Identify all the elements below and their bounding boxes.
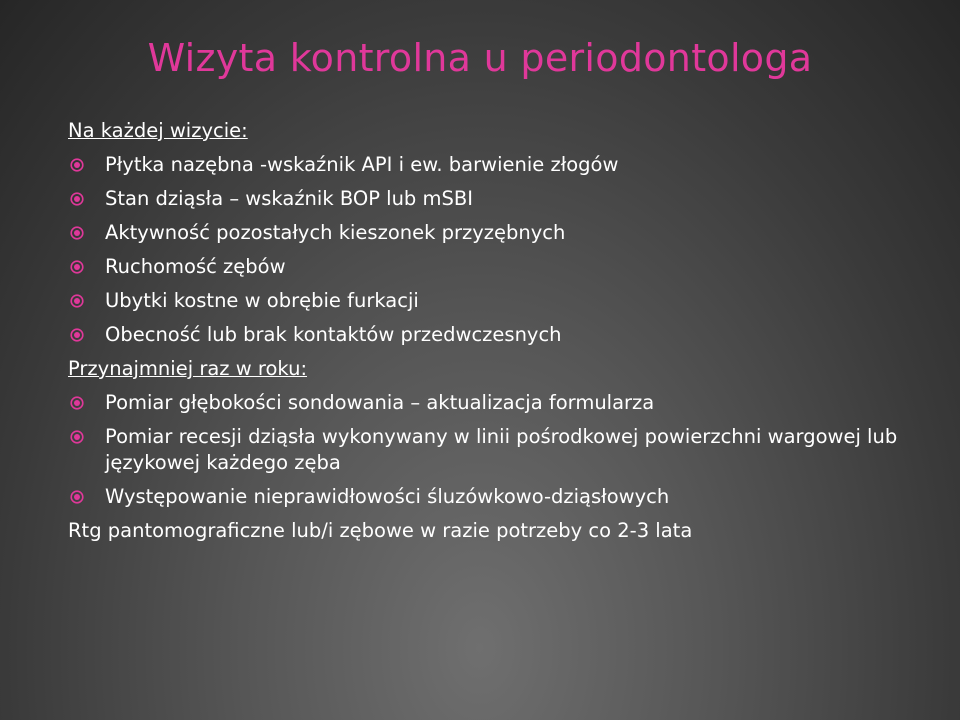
circle-bullet-icon — [70, 260, 84, 274]
circle-bullet-icon — [70, 430, 84, 444]
circle-bullet-icon — [70, 226, 84, 240]
circle-bullet-icon — [70, 328, 84, 342]
list-item-text: Ubytki kostne w obrębie furkacji — [105, 289, 419, 312]
list-item — [68, 390, 928, 416]
list-item — [68, 220, 928, 246]
list-item — [68, 186, 928, 212]
slide-title: Wizyta kontrolna u periodontologa — [147, 36, 813, 80]
list-item-text: Występowanie nieprawidłowości śluzówkowo-dziąsłowych — [105, 485, 670, 508]
list-item-text: Płytka nazębna -wskaźnik API i ew. barwienie złogów — [105, 153, 619, 176]
slide-content — [68, 118, 928, 544]
list-item — [68, 254, 928, 280]
list-item-text: Obecność lub brak kontaktów przedwczesnych — [105, 323, 562, 346]
circle-bullet-icon — [70, 490, 84, 504]
list-item-text: Aktywność pozostałych kieszonek przyzębnych — [105, 221, 566, 244]
list-item — [68, 152, 928, 178]
section-heading-yearly: Przynajmniej raz w roku: — [68, 357, 308, 380]
xray-note: Rtg pantomograficzne lub/i zębowe w razie potrzeby co 2-3 lata — [68, 519, 693, 542]
list-item — [68, 484, 928, 510]
list-item — [68, 288, 928, 314]
circle-bullet-icon — [70, 158, 84, 172]
circle-bullet-icon — [70, 192, 84, 206]
list-item-text: Pomiar recesji dziąsła wykonywany w linii pośrodkowej powierzchni wargowej lub językowej każdego zęba — [105, 425, 898, 474]
section-heading-every-visit: Na każdej wizycie: — [68, 119, 248, 142]
list-item — [68, 322, 928, 348]
list-item — [68, 424, 928, 476]
circle-bullet-icon — [70, 294, 84, 308]
circle-bullet-icon — [70, 396, 84, 410]
list-item-text: Ruchomość zębów — [105, 255, 286, 278]
list-item-text: Stan dziąsła – wskaźnik BOP lub mSBI — [105, 187, 474, 210]
list-item-text: Pomiar głębokości sondowania – aktualizacja formularza — [105, 391, 655, 414]
